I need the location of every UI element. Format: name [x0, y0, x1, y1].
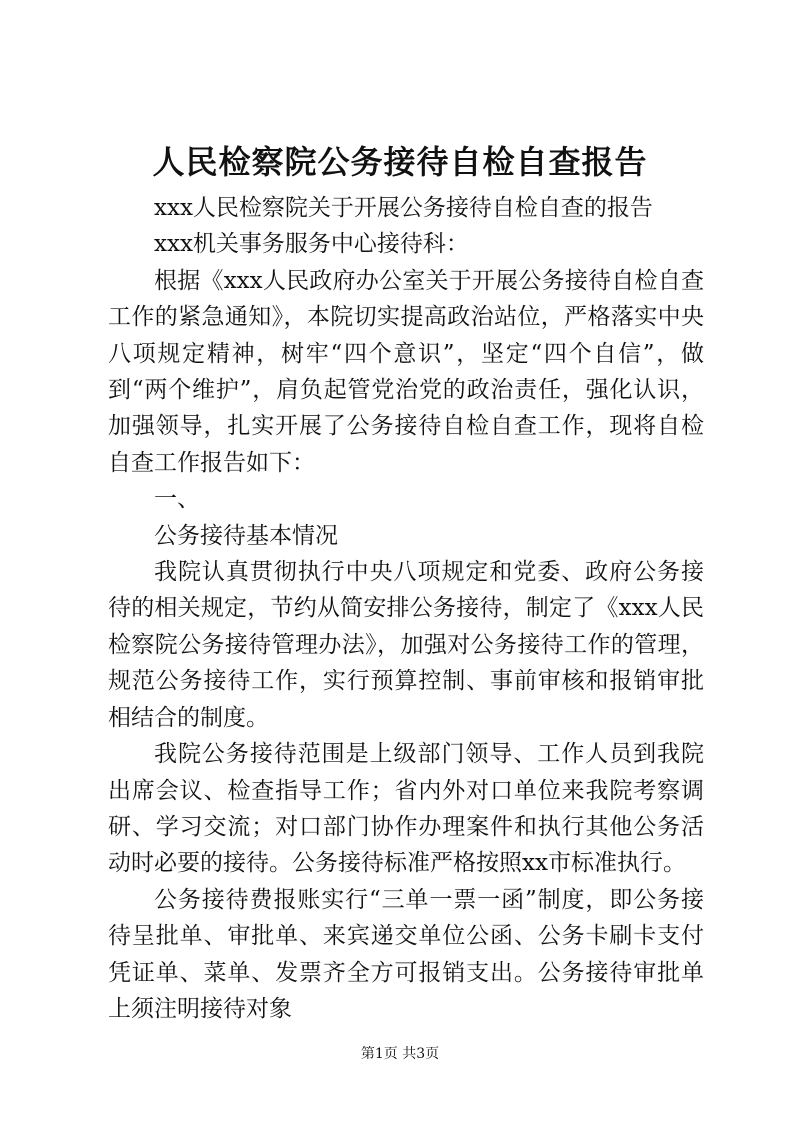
section-heading: 公务接待基本情况 [154, 522, 338, 549]
intro-paragraph: 根据《xxx人民政府办公室关于开展公务接待自检自查工作的紧急通知》，本院切实提高政治站位，严格落实中央八项规定精神，树牢“四个意识”，坚定“四个自信”，做到“两个维护”，肩负起管党治党的政治责任，强化认识，加强领导，扎实开展了公务接待自检自查工作，现将自检自查工作报告如下： [108, 267, 704, 476]
body-paragraph: 我院公务接待范围是上级部门领导、工作人员到我院出席会议、检查指导工作；省内外对口单位来我院考察调研、学习交流；对口部门协作办理案件和执行其他公务活动时必要的接待。公务接待标准严格按照xx市标准执行。 [108, 741, 704, 877]
report-heading-paragraph: xxx人民检察院关于开展公务接待自检自查的报告 [154, 195, 653, 221]
body-paragraph: 我院认真贯彻执行中央八项规定和党委、政府公务接待的相关规定，节约从简安排公务接待，制定了《xxx人民检察院公务接待管理办法》，加强对公务接待工作的管理，规范公务接待工作，实行预算控制、事前审核和报销审批相结合的制度。 [108, 559, 704, 731]
body-paragraph: 公务接待费报账实行“三单一票一函”制度，即公务接待呈批单、审批单、来宾递交单位公函、公务卡刷卡支付凭证单、菜单、发票齐全方可报销支出。公务接待审批单上须注明接待对象 [108, 886, 704, 1022]
document-title: 人民检察院公务接待自检自查报告 [152, 143, 648, 181]
section-number: 一、 [154, 486, 200, 513]
page-footer: 第1页 共3页 [360, 1046, 440, 1062]
recipient-paragraph: xxx机关事务服务中心接待科： [154, 231, 469, 258]
document-body [108, 190, 704, 1027]
